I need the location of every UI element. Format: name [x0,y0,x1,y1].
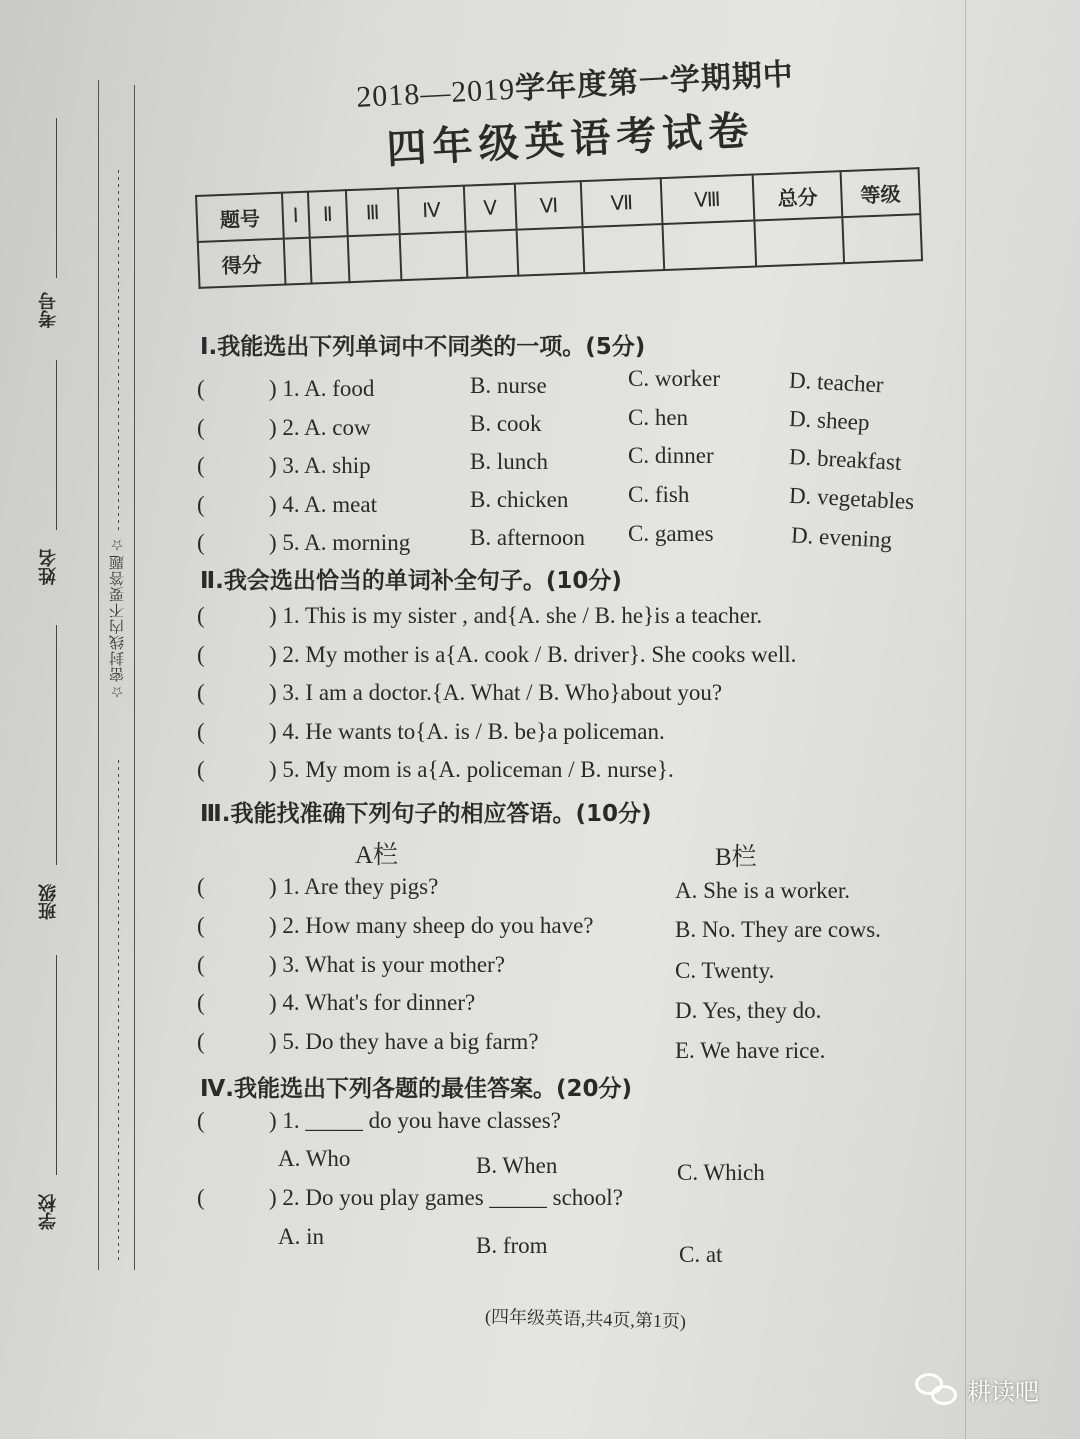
s4-q1[interactable]: ( ) 1. _____ do you have classes? [197,1108,561,1133]
s1-q2-d: D. sheep [788,405,871,436]
page-footer: (四年级英语,共4页,第1页) [484,1306,687,1332]
s4-q2[interactable]: ( ) 2. Do you play games _____ school? [197,1185,623,1210]
s2-q4-text: 4. He wants to{A. is / B. be}a policeman. [282,719,665,744]
s2-q3[interactable]: ( ) 3. I am a doctor.{A. What / B. Who}about you? [197,680,723,705]
class-field[interactable] [28,625,68,920]
s1-q1-c: C. worker [628,366,720,391]
name-blank[interactable] [56,360,57,530]
school-year: 2018—2019 [355,72,516,114]
s1-q4[interactable]: ( ) 4. A. meat [197,492,377,517]
s4-q2-option-a: A. in [278,1224,324,1249]
col-8: Ⅷ [661,175,755,225]
s1-q2-c: C. hen [628,405,689,430]
seal-notice: ☆密封线内不要答题☆ [108,535,126,701]
col-6: Ⅵ [515,181,583,230]
binding-line-outer [98,80,99,1270]
s4-q1-option-c: C. Which [677,1160,765,1185]
class-label: 班级 [38,884,59,920]
s1-q4-d: D. vegetables [788,482,915,515]
s1-q4-a: 4. A. meat [282,492,377,517]
s3-answer-d: D. Yes, they do. [675,998,822,1023]
score-cell[interactable] [662,221,756,271]
score-row-header: 得分 [198,239,286,288]
wechat-watermark [915,1372,1039,1407]
s1-q2-b: B. cook [470,411,542,436]
school-field[interactable] [28,955,68,1230]
s1-q2[interactable]: ( ) 2. A. cow [197,415,371,440]
s1-q5-a: 5. A. morning [282,530,411,555]
exam-title: 四年级英语考试卷 [385,107,756,173]
score-cell[interactable] [583,224,664,273]
class-blank[interactable] [56,625,57,865]
s1-q1[interactable]: ( ) 1. A. food [197,376,375,401]
s3-answer-e: E. We have rice. [675,1038,826,1063]
col-4: Ⅳ [397,186,465,235]
school-label: 学校 [38,1194,59,1230]
column-a-header: A栏 [355,842,399,869]
s1-q1-d: D. teacher [788,367,885,398]
s1-q1-a: 1. A. food [282,376,375,401]
s3-q4[interactable]: ( ) 4. What's for dinner? [197,990,476,1015]
s4-q2-option-c: C. at [679,1242,723,1267]
s3-answer-a: A. She is a worker. [675,878,851,903]
s1-q1-b: B. nurse [470,373,547,398]
s1-q4-c: C. fish [628,482,690,507]
s2-q2-text: 2. My mother is a{A. cook / B. driver}. She cooks well. [282,642,797,667]
s2-q5-text: 5. My mom is a{A. policeman / B. nurse}. [282,757,674,782]
exam-number-blank[interactable] [56,118,57,278]
col-1: Ⅰ [282,192,309,239]
s1-q3[interactable]: ( ) 3. A. ship [197,453,371,478]
s2-q2[interactable]: ( ) 2. My mother is a{A. cook / B. driver}. She cooks well. [197,642,797,667]
s3-answer-c: C. Twenty. [675,958,775,983]
col-7: Ⅶ [581,178,662,227]
name-field[interactable] [28,360,68,585]
score-cell[interactable] [399,232,467,281]
col-5: Ⅴ [464,184,517,232]
question-number-header: 题号 [196,193,284,242]
s1-q3-b: B. lunch [470,449,548,474]
school-blank[interactable] [56,955,57,1175]
score-table [195,167,923,289]
s2-q5[interactable]: ( ) 5. My mom is a{A. policeman / B. nurse}. [197,757,674,782]
s4-q1-option-b: B. When [476,1153,558,1178]
s4-q1-option-a: A. Who [278,1146,351,1171]
score-cell[interactable] [466,230,519,278]
binding-line-inner [134,85,135,1270]
s1-q3-d: D. breakfast [788,444,903,475]
s4-q2-text: 2. Do you play games _____ school? [282,1185,623,1210]
col-3: Ⅲ [346,188,399,236]
s3-q3-text: 3. What is your mother? [282,952,505,977]
section-1-title: Ⅰ.我能选出下列单词中不同类的一项。(5分) [200,334,646,360]
s3-q1[interactable]: ( ) 1. Are they pigs? [197,874,439,899]
col-2: Ⅱ [308,190,348,237]
section-3-title: Ⅲ.我能找准确下列句子的相应答语。(10分) [200,801,652,827]
seal-dotted-line-bottom [118,760,119,1260]
s1-q5-c: C. games [628,521,714,546]
term-label: 学年度第一学期期中 [514,57,795,107]
s1-q4-b: B. chicken [470,487,569,512]
paper-fold [965,0,966,1439]
s2-q4[interactable]: ( ) 4. He wants to{A. is / B. be}a policeman. [197,719,665,744]
s3-q3[interactable]: ( ) 3. What is your mother? [197,952,505,977]
section-4-title: Ⅳ.我能选出下列各题的最佳答案。(20分) [200,1076,633,1102]
s3-q5-text: 5. Do they have a big farm? [282,1029,539,1054]
s2-q1-text: 1. This is my sister , and{A. she / B. he}is a teacher. [282,603,763,628]
s2-q1[interactable]: ( ) 1. This is my sister , and{A. she / B. he}is a teacher. [197,603,763,628]
score-cell[interactable] [309,236,349,283]
name-label: 姓名 [38,549,59,585]
brand-name: 耕读吧 [967,1378,1039,1406]
s1-q5-b: B. afternoon [470,525,585,550]
score-cell[interactable] [754,217,844,266]
column-b-header: B栏 [715,844,757,871]
section-2-title: Ⅱ.我会选出恰当的单词补全句子。(10分) [200,568,622,594]
s3-q2-text: 2. How many sheep do you have? [282,913,594,938]
seal-dotted-line-top [118,170,119,530]
s4-q2-option-b: B. from [476,1233,548,1258]
score-cell[interactable] [517,227,585,276]
wechat-icon [915,1373,959,1407]
s1-q2-a: 2. A. cow [282,415,371,440]
s4-q1-text: 1. _____ do you have classes? [282,1108,561,1133]
s1-q3-a: 3. A. ship [282,453,371,478]
exam-number-label: 考号 [38,292,59,328]
s3-q2[interactable]: ( ) 2. How many sheep do you have? [197,913,594,938]
s3-q5[interactable]: ( ) 5. Do they have a big farm? [197,1029,539,1054]
score-cell[interactable] [284,238,311,285]
s3-q4-text: 4. What's for dinner? [282,990,476,1015]
s1-q3-c: C. dinner [628,443,714,468]
s1-q5[interactable]: ( ) 5. A. morning [197,530,411,555]
s1-q5-d: D. evening [790,522,893,553]
s2-q3-text: 3. I am a doctor.{A. What / B. Who}about you? [282,680,723,705]
s3-q1-text: 1. Are they pigs? [282,874,439,899]
total-header: 总分 [753,171,843,220]
score-cell[interactable] [348,234,401,282]
grade-header: 等级 [841,168,921,217]
score-cell[interactable] [842,214,922,263]
exam-number-field[interactable] [28,118,68,328]
s3-answer-b: B. No. They are cows. [675,917,881,942]
